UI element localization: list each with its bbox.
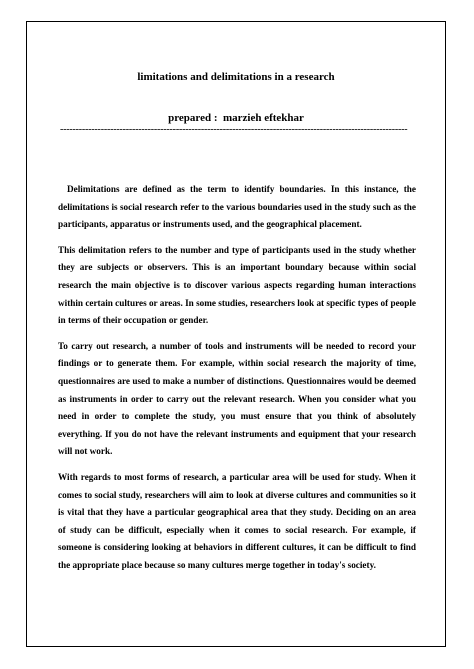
paragraph-instruments: To carry out research, a number of tools and instruments will be needed to record your findings or to generate them. For example, within social research the majority of time, questionnaires are used to make a number of distinctions. Questionnaires would be deemed as instruments in order to carry out the relevant research. When you consider what you need in order to complete the study, you must ensure that you think of absolutely everything. If you do not have the relevant instruments and equipment that your research will not work. [58,340,416,457]
document-body [58,181,416,582]
paragraph-delimitations-definition: Delimitations are defined as the term to identify boundaries. In this instance, the delimitations is social research refer to the various boundaries used in the study such as the participants, apparatus or instruments used, and the geographical placement. [58,184,416,230]
dashed-separator: --------------------------------------------------------------------------------------------------------------- [60,124,408,135]
paragraph-geographical-area: With regards to most forms of research, a particular area will be used for study. When it comes to social study, researchers will aim to look at diverse cultures and communities so it is vital that they have a particular geographical area that they study. Deciding on an area of study can be difficult, especially when it comes to social research. For example, if someone is considering looking at behaviors in different cultures, it can be difficult to find the appropriate place because so many cultures merge together in today's society. [58,471,416,570]
author-line: prepared : marzieh eftekhar [168,112,304,124]
document-title: limitations and delimitations in a research [137,71,335,83]
paragraph-participants: This delimitation refers to the number and type of participants used in the study whether they are subjects or observers. This is an important boundary because within social research the main objective is to discover various aspects regarding human interactions within certain cultures or areas. In some studies, researchers look at specific types of people in terms of their occupation or gender. [58,244,416,326]
